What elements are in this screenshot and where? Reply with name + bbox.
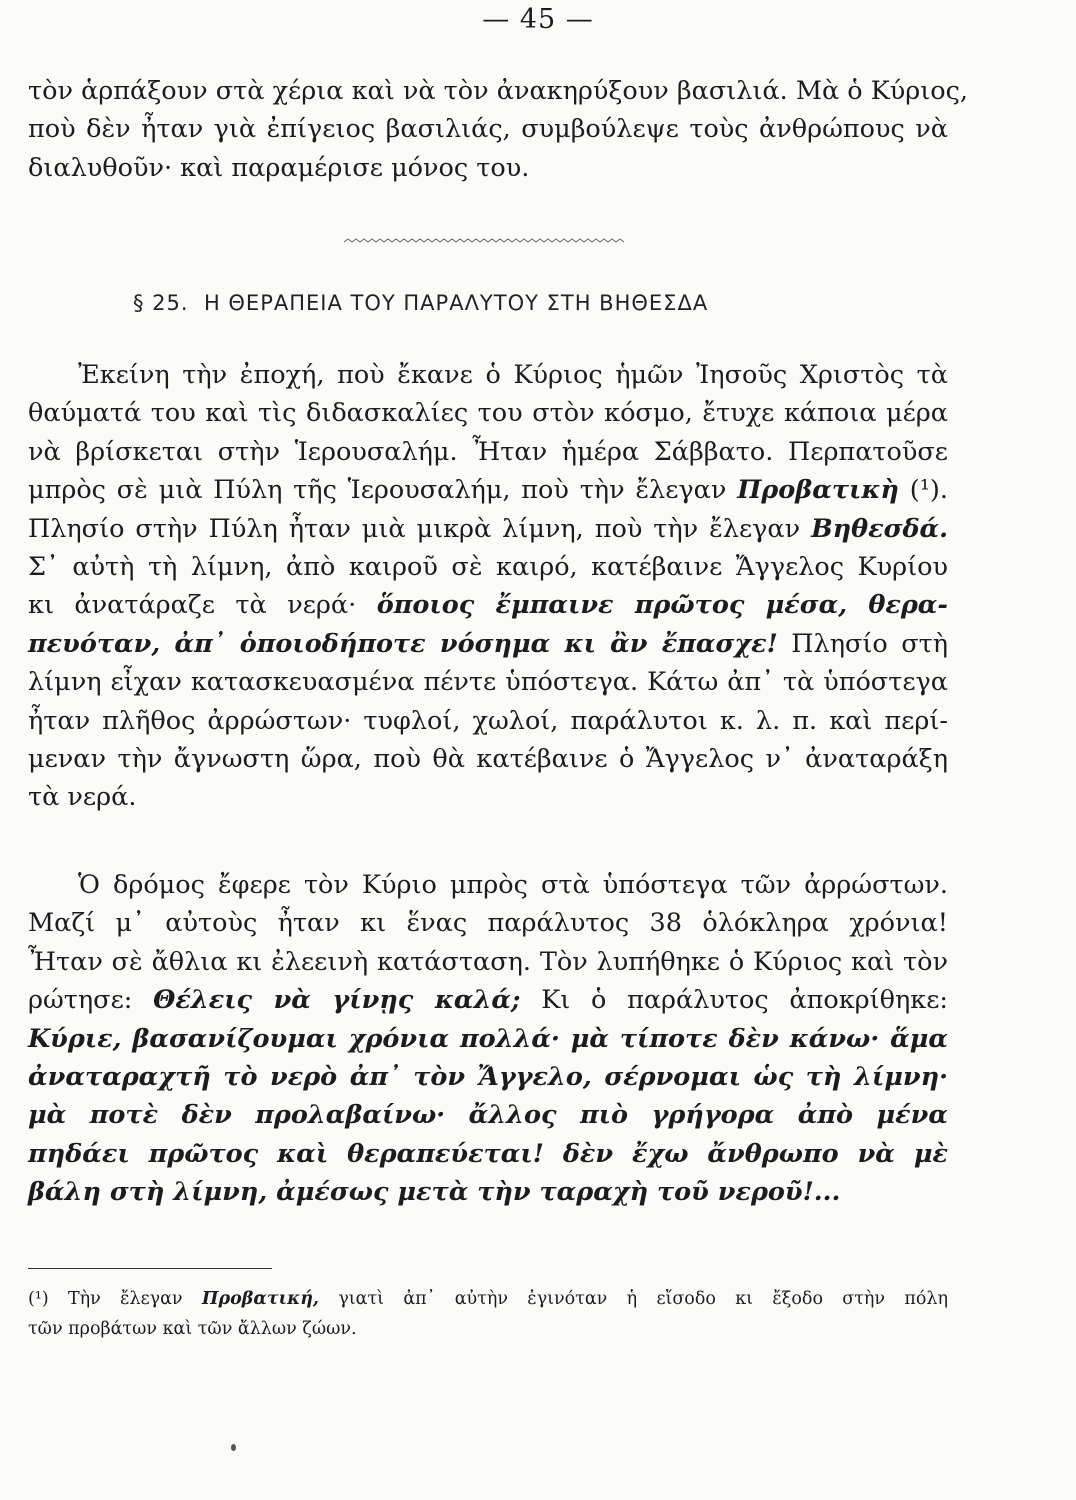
emphasis-text: Βηθεσδά.: [811, 513, 948, 544]
text-run: κι ἀνατάραζε τὰ νερά·: [28, 590, 357, 621]
paragraph-2: [28, 866, 948, 1212]
emphasis-text: Θέλεις νὰ γίνῃς καλά;: [153, 985, 521, 1016]
text-line: νὰ βρίσκεται στὴν Ἱερουσαλήμ. Ἦταν ἡμέρα Σάββατο. Περπατοῦσε: [28, 436, 948, 467]
text-line: [28, 1284, 948, 1314]
footnote: [28, 1284, 948, 1344]
text-line: πηδάει πρῶτος καὶ θεραπεύεται! δὲν ἔχω ἄνθρωπο νὰ μὲ: [28, 1138, 948, 1169]
text-line: Σ᾿ αὐτὴ τὴ λίμνη, ἀπὸ καιροῦ σὲ καιρό, κατέβαινε Ἄγγελος Κυρίου: [28, 552, 948, 583]
text-run: μπρὸς σὲ μιὰ Πύλη τῆς Ἱερουσαλήμ, ποὺ τὴν ἔλεγαν: [28, 475, 727, 506]
text-line: Κύριε, βασανίζουμαι χρόνια πολλά· μὰ τίποτε δὲν κάνω· ἅμα: [28, 1023, 948, 1054]
text-line: ἀναταραχτῆ τὸ νερὸ ἀπ᾿ τὸν Ἄγγελο, σέρνομαι ὡς τὴ λίμνη·: [28, 1062, 948, 1093]
text-line: [28, 625, 948, 663]
intro-paragraph: [28, 72, 969, 187]
text-line: τὰ νερά.: [28, 782, 137, 813]
ink-speck: [231, 1444, 236, 1451]
emphasis-text: Προβατικὴ: [737, 475, 899, 506]
text-line: Ὁ δρόμος ἔφερε τὸν Κύριο μπρὸς στὰ ὑπόστεγα τῶν ἀρρώστων.: [78, 870, 948, 900]
text-line: Ἦταν σὲ ἄθλια κι ἐλεεινὴ κατάσταση. Τὸν λυπήθηκε ὁ Κύριος καὶ τὸν: [28, 946, 948, 977]
text-line: ἦταν πλῆθος ἀρρώστων· τυφλοί, χωλοί, παράλυτοι κ. λ. π. καὶ περί-: [28, 705, 948, 736]
text-line: Μαζί μ᾿ αὐτοὺς ἦταν κι ἕνας παράλυτος 38 ὁλόκληρα χρόνια!: [28, 908, 948, 939]
emphasis-text: πευόταν, ἀπ᾿ ὁποιοδήποτε νόσημα κι ἂν ἔπασχε!: [28, 628, 778, 659]
text-line: θαύματά του καὶ τὶς διδασκαλίες του στὸν κόσμο, ἔτυχε κάποια μέρα: [28, 398, 948, 429]
text-run: Τὴν ἔλεγαν: [68, 1289, 183, 1309]
text-line: [28, 471, 948, 509]
section-title: Η ΘΕΡΑΠΕΙΑ ΤΟΥ ΠΑΡΑΛΥΤΟΥ ΣΤΗ ΒΗΘΕΣΔΑ: [203, 291, 709, 315]
section-number: § 25.: [133, 291, 189, 315]
text-line: μεναν τὴν ἄγνωστη ὥρα, ποὺ θὰ κατέβαινε ὁ Ἄγγελος ν᾿ ἀναταράξη: [28, 744, 948, 775]
wavy-divider: [344, 238, 624, 246]
section-heading: [133, 291, 708, 315]
text-line: λίμνη εἶχαν κατασκευασμένα πέντε ὑπόστεγα. Κάτω ἀπ᾿ τὰ ὑπόστεγα: [28, 667, 948, 698]
footnote-marker: (¹): [28, 1289, 49, 1309]
emphasis-text: ὅποιος ἔμπαινε πρῶτος μέσα, θερα-: [376, 590, 948, 621]
paragraph-1: [28, 356, 948, 817]
text-line: Ἐκείνη τὴν ἐποχή, ποὺ ἔκανε ὁ Κύριος ἡμῶν Ἰησοῦς Χριστὸς τὰ: [78, 360, 948, 390]
emphasis-text: Προβατική,: [201, 1289, 320, 1309]
text-line: διαλυθοῦν· καὶ παραμέρισε μόνος του.: [28, 152, 530, 183]
text-run: Πλησίο στὴν Πύλη ἦταν μιὰ μικρὰ λίμνη, ποὺ τὴν ἔλεγαν: [28, 513, 801, 544]
text-run: γιατὶ ἀπ᾿ αὐτὴν ἐγινόταν ἡ εἴσοδο κι ἔξοδο στὴν πόλη: [338, 1289, 948, 1309]
footnote-rule: [28, 1268, 272, 1269]
text-line: [28, 510, 948, 548]
text-line: μὰ ποτὲ δὲν προλαβαίνω· ἄλλος πιὸ γρήγορα ἀπὸ μένα: [28, 1100, 948, 1131]
page-number: — 45 —: [482, 4, 594, 35]
footnote-reference: (¹).: [909, 475, 948, 506]
text-line: τὸν ἁρπάξουν στὰ χέρια καὶ νὰ τὸν ἀνακηρύξουν βασιλιά. Μὰ ὁ Κύριος,: [28, 76, 969, 106]
text-run: Κι ὁ παράλυτος ἀποκρίθηκε:: [541, 985, 949, 1016]
text-run: ρώτησε:: [28, 985, 133, 1016]
text-line: τῶν προβάτων καὶ τῶν ἄλλων ζώων.: [28, 1319, 357, 1339]
text-line: ποὺ δὲν ἦταν γιὰ ἐπίγειος βασιλιάς, συμβούλεψε τοὺς ἀνθρώπους νὰ: [28, 114, 948, 145]
text-line: [28, 981, 948, 1019]
text-line: βάλη στὴ λίμνη, ἀμέσως μετὰ τὴν ταραχὴ τοῦ νεροῦ!...: [28, 1177, 841, 1208]
text-run: Πλησίο στὴ: [791, 628, 948, 659]
text-line: [28, 586, 948, 624]
